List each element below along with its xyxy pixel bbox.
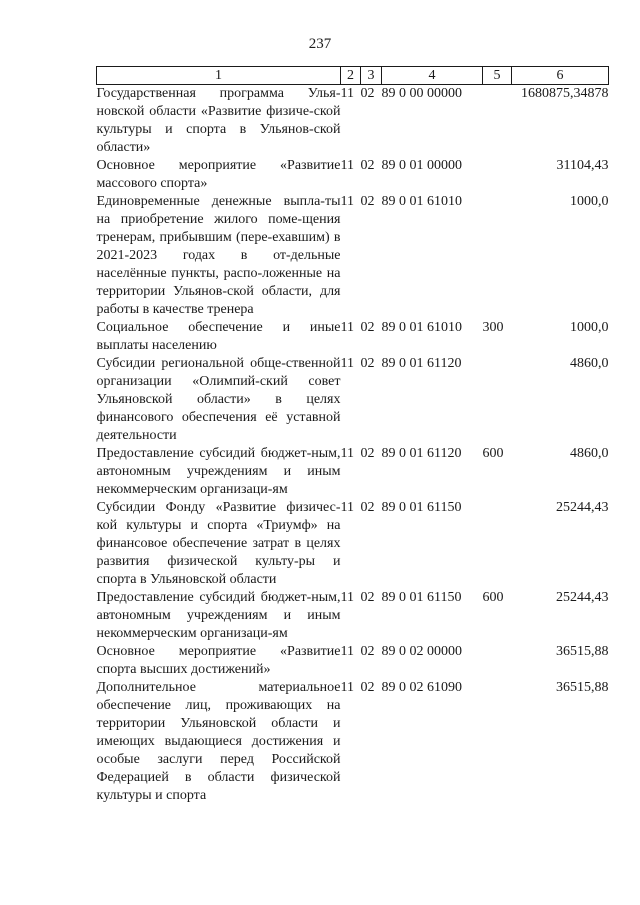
row-code-3: 02 — [360, 680, 375, 695]
row-name: Субсидии региональной обще-ственной организации «Олимпий-ский совет Ульяновской области» в целях финансового обеспечения её уставной деятельности — [96, 356, 341, 443]
row-name: Дополнительное материальное обеспечение лиц, проживающих на территории Ульяновской области и имеющих выдающиеся достижения и особые заслуги перед Российской Федерацией в области физической культуры и спорта — [96, 680, 341, 803]
column-header-6: 6 — [512, 67, 609, 85]
page-number: 237 — [308, 36, 332, 52]
row-code-3: 02 — [360, 500, 375, 515]
row-amount: 4860,0 — [570, 446, 609, 461]
table-row — [97, 679, 609, 805]
table-body — [97, 85, 609, 806]
row-code-5 — [483, 499, 512, 589]
row-code-4: 89 0 01 00000 — [381, 158, 462, 173]
row-amount: 1680875,34878 — [521, 86, 609, 101]
row-amount: 25244,43 — [556, 590, 609, 605]
row-code-4: 89 0 01 61010 — [381, 320, 462, 335]
row-code-4: 89 0 00 00000 — [381, 86, 462, 101]
table-row — [97, 157, 609, 193]
table-row — [97, 85, 609, 158]
row-amount: 1000,0 — [570, 320, 609, 335]
table-row — [97, 355, 609, 445]
table-row — [97, 643, 609, 679]
row-code-3: 02 — [360, 446, 375, 461]
row-code-2: 11 — [340, 356, 354, 371]
row-code-5 — [483, 157, 512, 193]
row-code-5 — [483, 85, 512, 158]
row-code-3: 02 — [360, 590, 375, 605]
row-name: Единовременные денежные выпла-ты на приобретение жилого поме-щения тренерам, прибывшим (пере-ехавшим) в 2021-2023 годах в от-дельные населённые пункты, распо-ложенные на территории Ульянов-ской области, для работы в качестве тренера — [96, 194, 341, 317]
row-code-5: 600 — [482, 446, 504, 461]
row-code-4: 89 0 01 61150 — [381, 500, 462, 515]
budget-table — [96, 66, 609, 805]
row-code-4: 89 0 01 61010 — [381, 194, 462, 209]
row-code-2: 11 — [340, 194, 354, 209]
column-header-5: 5 — [483, 67, 512, 85]
column-header-1: 1 — [97, 67, 341, 85]
row-code-3: 02 — [360, 644, 375, 659]
table-header — [97, 67, 609, 85]
row-code-5 — [483, 679, 512, 805]
row-code-4: 89 0 02 61090 — [381, 680, 462, 695]
row-code-2: 11 — [340, 500, 354, 515]
row-amount: 25244,43 — [556, 500, 609, 515]
row-code-2: 11 — [340, 644, 354, 659]
row-code-4: 89 0 01 61120 — [381, 356, 462, 371]
row-name: Основное мероприятие «Развитие массового спорта» — [96, 158, 341, 191]
row-amount: 36515,88 — [556, 644, 609, 659]
row-code-5 — [483, 355, 512, 445]
table-row — [97, 499, 609, 589]
row-code-5: 300 — [482, 320, 504, 335]
row-code-3: 02 — [360, 356, 375, 371]
row-name: Субсидии Фонду «Развитие физичес-кой культуры и спорта «Триумф» на финансовое обеспечение затрат в целях развития физической культу-ры и спорта в Ульяновской области — [96, 500, 341, 587]
row-code-4: 89 0 02 00000 — [381, 644, 462, 659]
row-code-4: 89 0 01 61120 — [381, 446, 462, 461]
row-amount: 1000,0 — [570, 194, 609, 209]
row-code-3: 02 — [360, 158, 375, 173]
row-code-2: 11 — [340, 86, 354, 101]
row-code-2: 11 — [340, 320, 354, 335]
column-header-2: 2 — [341, 67, 361, 85]
row-code-2: 11 — [340, 446, 354, 461]
row-name: Социальное обеспечение и иные выплаты населению — [96, 320, 341, 353]
row-name: Предоставление субсидий бюджет-ным, автономным учреждениям и иным некоммерческим организаци-ям — [96, 590, 341, 641]
table-row — [97, 319, 609, 355]
row-name: Предоставление субсидий бюджет-ным, автономным учреждениям и иным некоммерческим организаци-ям — [96, 446, 341, 497]
column-header-4: 4 — [382, 67, 483, 85]
row-amount: 31104,43 — [556, 158, 609, 173]
row-code-3: 02 — [360, 194, 375, 209]
row-name: Государственная программа Улья-новской области «Развитие физиче-ской культуры и спорта в Ульянов-ской области» — [96, 86, 341, 155]
row-code-2: 11 — [340, 158, 354, 173]
column-header-3: 3 — [361, 67, 382, 85]
row-code-5: 600 — [482, 590, 504, 605]
table-row — [97, 589, 609, 643]
row-code-2: 11 — [340, 590, 354, 605]
row-code-4: 89 0 01 61150 — [381, 590, 462, 605]
row-code-2: 11 — [340, 680, 354, 695]
row-amount: 36515,88 — [556, 680, 609, 695]
row-code-5 — [483, 193, 512, 319]
row-amount: 4860,0 — [570, 356, 609, 371]
row-name: Основное мероприятие «Развитие спорта высших достижений» — [96, 644, 341, 677]
row-code-5 — [483, 643, 512, 679]
table-row — [97, 445, 609, 499]
row-code-3: 02 — [360, 320, 375, 335]
row-code-3: 02 — [360, 86, 375, 101]
table-row — [97, 193, 609, 319]
